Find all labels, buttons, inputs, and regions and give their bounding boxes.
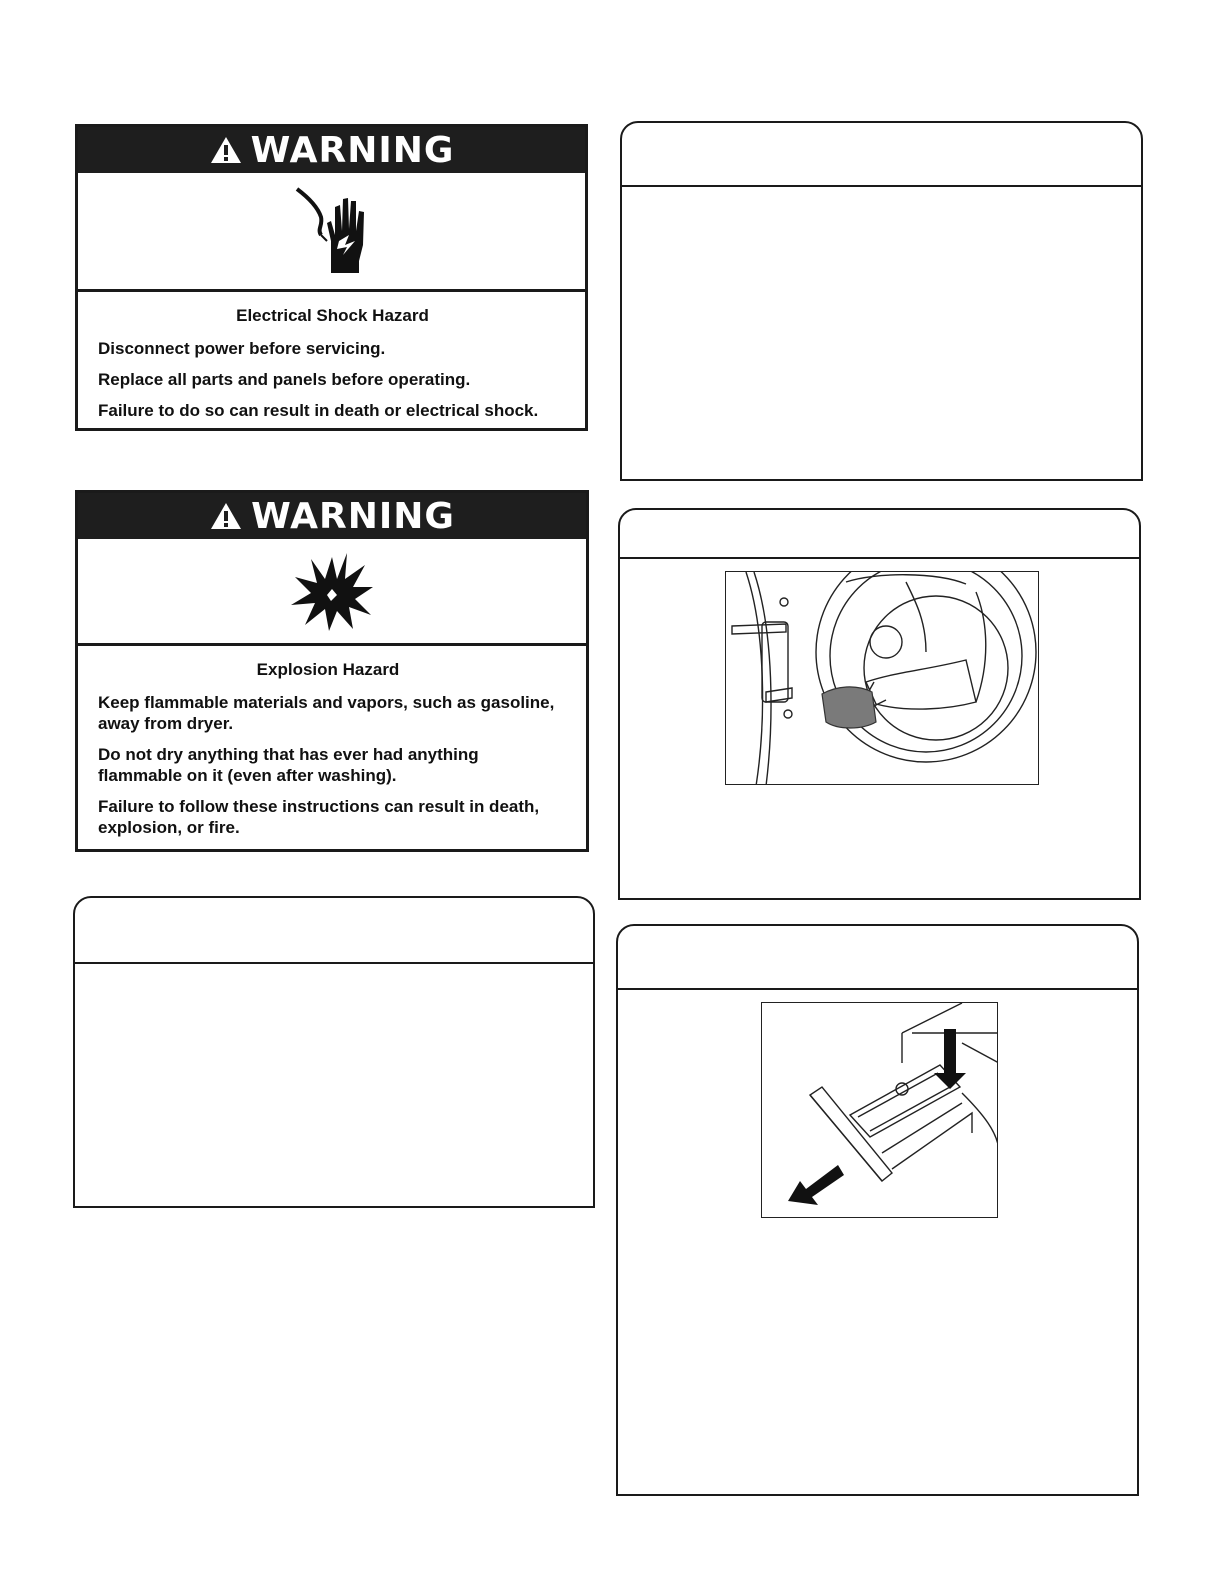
warning-triangle-icon xyxy=(209,135,243,165)
warning-explosion-line-2: Do not dry anything that has ever had anything flammable on it (even after washing). xyxy=(98,745,479,785)
warning-shock-title: Electrical Shock Hazard xyxy=(236,306,429,325)
dispenser-figure xyxy=(761,1002,998,1218)
warning-triangle-icon xyxy=(209,501,243,531)
section-panel-door-seal-header xyxy=(620,510,1139,559)
warning-shock-line-1: Disconnect power before servicing. xyxy=(98,339,386,358)
warning-shock-line-2: Replace all parts and panels before operating. xyxy=(98,370,471,389)
shock-hand-icon xyxy=(78,173,585,292)
door-seal-figure xyxy=(725,571,1039,785)
warning-explosion-title: Explosion Hazard xyxy=(256,660,400,679)
warning-shock-line-3: Failure to do so can result in death or electrical shock. xyxy=(98,401,539,420)
warning-explosion-line-3: Failure to follow these instructions can result in death, explosion, or fire. xyxy=(98,797,540,837)
section-panel-left xyxy=(73,896,595,1208)
warning-explosion-box xyxy=(75,490,589,852)
section-panel-door-seal xyxy=(618,508,1141,900)
warning-explosion-body xyxy=(78,646,586,858)
warning-shock-body xyxy=(78,292,585,441)
warning-shock-box xyxy=(75,124,588,431)
section-panel-right-top-header xyxy=(622,123,1141,187)
section-panel-right-top xyxy=(620,121,1143,481)
explosion-icon xyxy=(78,539,586,646)
warning-shock-header: WARNING xyxy=(78,127,585,173)
warning-explosion-line-1: Keep flammable materials and vapors, such as gasoline, away from dryer. xyxy=(98,693,555,733)
section-panel-dispenser xyxy=(616,924,1139,1496)
warning-explosion-header: WARNING xyxy=(78,493,586,539)
section-panel-left-header xyxy=(75,898,593,964)
section-panel-dispenser-header xyxy=(618,926,1137,990)
